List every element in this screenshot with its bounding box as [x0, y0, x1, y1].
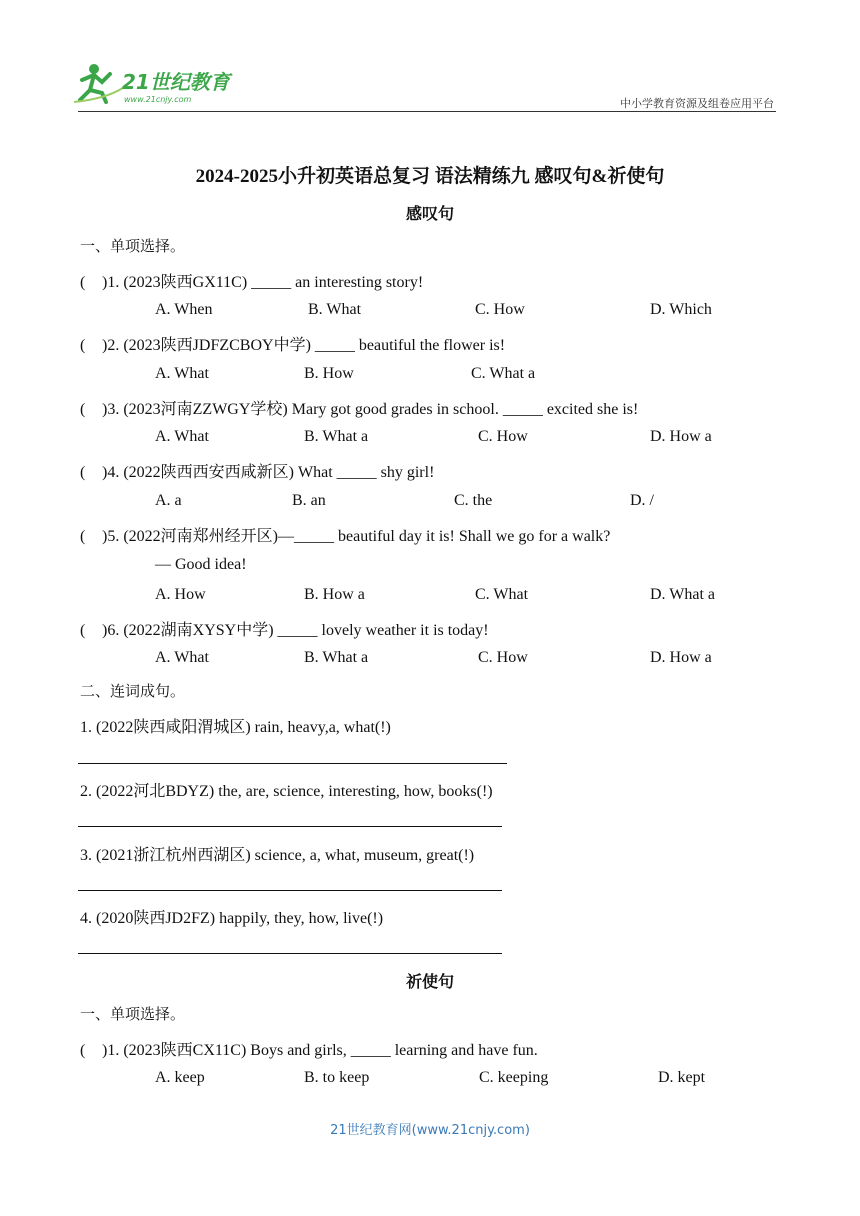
answer-line[interactable] [78, 890, 502, 891]
runner-icon [74, 64, 128, 102]
answer-line[interactable] [78, 763, 507, 764]
option: D. What a [650, 586, 716, 603]
option: A. How [155, 586, 206, 603]
footer-link[interactable]: 21世纪教育网(www.21cnjy.com) [330, 1123, 530, 1138]
option: A. What [155, 428, 209, 445]
option: B. What a [304, 649, 369, 666]
option: B. How [304, 365, 354, 382]
option: A. a [155, 492, 182, 509]
sentence-item: 4. (2020陕西JD2FZ) happily, they, how, live(!) [80, 910, 384, 927]
section-heading-imperative: 祈使句 [405, 974, 454, 991]
option: D. / [630, 492, 654, 509]
option: A. keep [155, 1069, 205, 1086]
logo-text: 21世纪教育 [122, 70, 230, 94]
dialogue-reply: — Good idea! [155, 556, 247, 573]
option: B. How a [304, 586, 365, 603]
sentence-item: 3. (2021浙江杭州西湖区) science, a, what, museum, great(!) [80, 847, 475, 864]
logo [72, 60, 242, 106]
question: ( )1. (2023陕西GX11C) _____ an interesting story! [80, 274, 424, 291]
answer-line[interactable] [78, 826, 502, 827]
logo-url: www.21cnjy.com [124, 95, 192, 104]
option: D. kept [658, 1069, 706, 1086]
option: C. How [478, 649, 528, 666]
option: B. to keep [304, 1069, 370, 1086]
option: C. keeping [479, 1069, 549, 1086]
sentence-item: 1. (2022陕西咸阳渭城区) rain, heavy,a, what(!) [80, 719, 391, 736]
option: C. What a [471, 365, 536, 382]
section-heading-exclamatory: 感叹句 [405, 206, 454, 223]
part-label: 一、单项选择。 [80, 1005, 186, 1023]
question: ( )3. (2023河南ZZWGY学校) Mary got good grades in school. _____ excited she is! [80, 401, 639, 418]
page-title: 2024-2025小升初英语总复习 语法精练九 感叹句&祈使句 [195, 166, 665, 187]
option: A. When [155, 301, 213, 318]
option: A. What [155, 649, 209, 666]
answer-line[interactable] [78, 953, 502, 954]
header-platform-text: 中小学教育资源及组卷应用平台 [620, 97, 774, 110]
question: ( )1. (2023陕西CX11C) Boys and girls, _____ learning and have fun. [80, 1042, 538, 1059]
option: B. an [292, 492, 326, 509]
option: C. What [475, 586, 529, 603]
option: C. How [475, 301, 525, 318]
option: C. How [478, 428, 528, 445]
question: ( )2. (2023陕西JDFZCBOY中学) _____ beautiful the flower is! [80, 337, 506, 354]
question: ( )4. (2022陕西西安西咸新区) What _____ shy girl! [80, 464, 435, 481]
option: B. What [308, 301, 362, 318]
option: D. How a [650, 428, 712, 445]
option: A. What [155, 365, 209, 382]
option: B. What a [304, 428, 369, 445]
question: ( )6. (2022湖南XYSY中学) _____ lovely weather it is today! [80, 622, 489, 639]
header-divider [78, 111, 776, 112]
part-label: 二、连词成句。 [80, 682, 186, 700]
option: D. How a [650, 649, 712, 666]
sentence-item: 2. (2022河北BDYZ) the, are, science, interesting, how, books(!) [80, 783, 493, 800]
option: D. Which [650, 301, 712, 318]
part-label: 一、单项选择。 [80, 237, 186, 255]
question: ( )5. (2022河南郑州经开区)—_____ beautiful day it is! Shall we go for a walk? [80, 528, 611, 545]
option: C. the [454, 492, 493, 509]
